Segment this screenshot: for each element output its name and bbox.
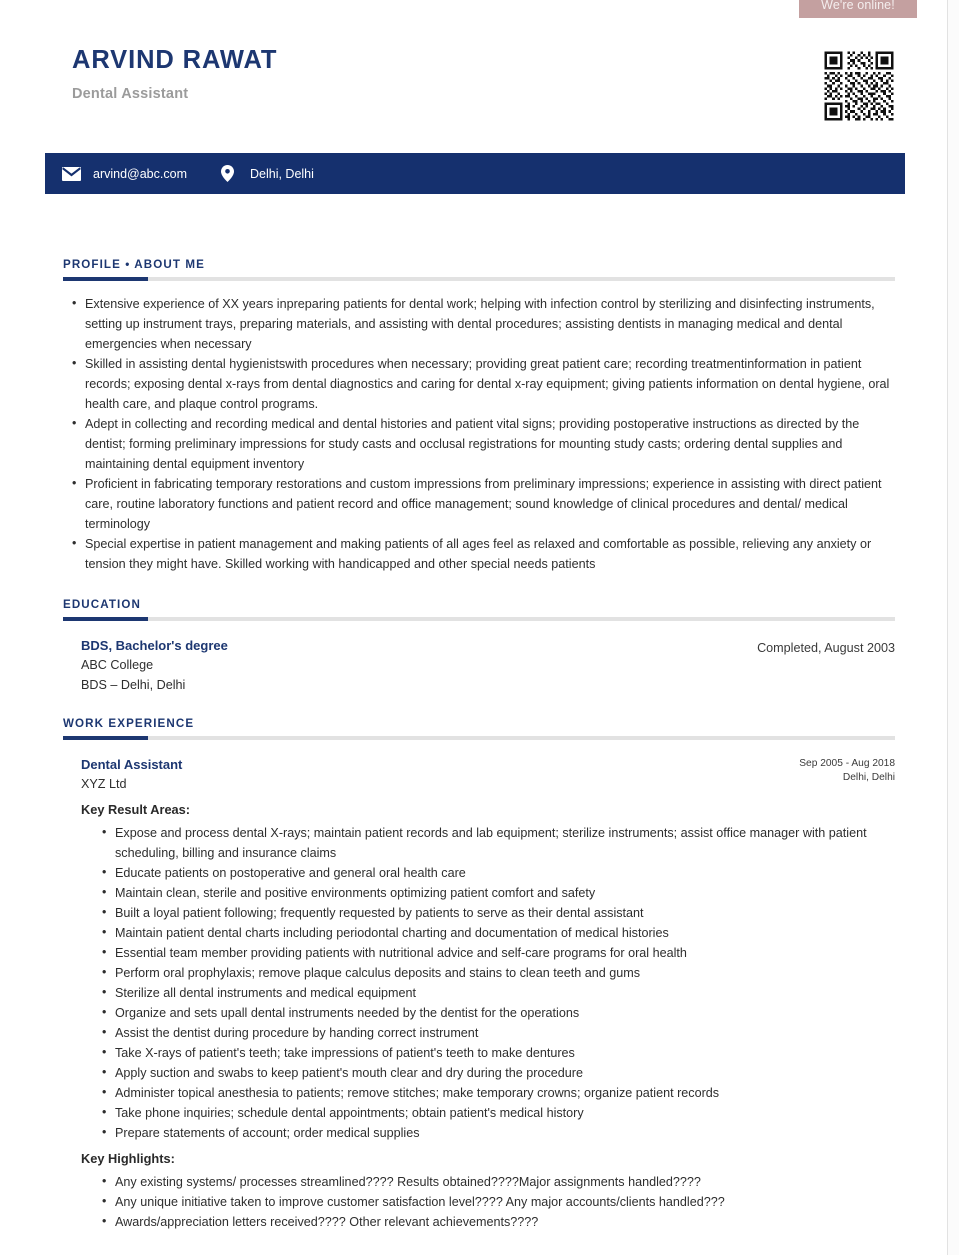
list-item: • Sterilize all dental instruments and medical equipment xyxy=(93,983,895,1003)
qr-code-icon xyxy=(822,49,896,123)
section-rule xyxy=(63,617,895,621)
list-item: • Educate patients on postoperative and general oral health care xyxy=(93,863,895,883)
education-entry xyxy=(63,637,895,695)
contact-bar xyxy=(45,153,905,194)
profile-bullet-list xyxy=(63,294,895,574)
section-title-work-experience: WORK EXPERIENCE xyxy=(63,717,195,730)
section-title-profile: PROFILE • ABOUT ME xyxy=(63,258,205,271)
education-entry-left xyxy=(81,637,757,695)
list-item: • Skilled in assisting dental hygienistswith procedures when necessary; providing great patient care; recording treatmentinformation in patient records; exposing dental x-rays from dental diagnostics and caring for dental x-ray equipment; giving patients information on dental hygiene, oral health care, and plaque control programs. xyxy=(63,354,895,414)
contact-email-text: arvind@abc.com xyxy=(93,166,187,181)
education-entry-right xyxy=(757,637,895,658)
list-item: • Take X-rays of patient's teeth; take impressions of patient's teeth to make dentures xyxy=(93,1043,895,1063)
section-rule xyxy=(63,736,895,740)
page-scrollbar[interactable] xyxy=(947,0,959,1255)
section-work-experience xyxy=(63,717,895,1232)
envelope-icon xyxy=(60,167,82,181)
education-status: Completed, August 2003 xyxy=(757,641,895,655)
candidate-name: ARVIND RAWAT xyxy=(72,46,278,74)
list-item: • Perform oral prophylaxis; remove plaque calculus deposits and stains to clean teeth and gums xyxy=(93,963,895,983)
key-highlights-label: Key Highlights: xyxy=(81,1151,175,1166)
work-entry-left xyxy=(81,756,799,794)
list-item: • Prepare statements of account; order medical supplies xyxy=(93,1123,895,1143)
list-item: • Any unique initiative taken to improve customer satisfaction level???? Any major accounts/clients handled??? xyxy=(93,1192,895,1212)
education-detail: BDS – Delhi, Delhi xyxy=(81,678,186,692)
resume-header xyxy=(0,0,906,102)
section-rule xyxy=(63,277,895,281)
education-degree: BDS, Bachelor's degree xyxy=(81,638,228,653)
list-item: • Extensive experience of XX years inpreparing patients for dental work; helping with infection control by sterilizing and disinfecting instruments, setting up instrument trays, preparing materials, and assisting with dental procedures; assisting dentists in managing medical and dental emergencies when necessary xyxy=(63,294,895,354)
list-item: • Administer topical anesthesia to patients; remove stitches; make temporary crowns; organize patient records xyxy=(93,1083,895,1103)
list-item: • Maintain clean, sterile and positive environments optimizing patient comfort and safety xyxy=(93,883,895,903)
list-item: • Any existing systems/ processes streamlined???? Results obtained????Major assignments handled???? xyxy=(93,1172,895,1192)
candidate-role: Dental Assistant xyxy=(72,86,189,103)
list-item: • Awards/appreciation letters received???? Other relevant achievements???? xyxy=(93,1212,895,1232)
work-position: Dental Assistant xyxy=(81,757,183,772)
list-item: • Special expertise in patient management and making patients of all ages feel as relaxed and comfortable as possible, relieving any anxiety or tension they might have. Skilled working with handicapped and other special needs patients xyxy=(63,534,895,574)
section-profile xyxy=(63,258,895,574)
section-title-education: EDUCATION xyxy=(63,598,141,611)
work-entry-right xyxy=(799,756,895,785)
location-pin-icon xyxy=(217,165,239,182)
list-item: • Essential team member providing patients with nutritional advice and self-care programs for oral health xyxy=(93,943,895,963)
contact-location xyxy=(217,165,314,182)
resume-body xyxy=(63,258,895,1232)
work-location: Delhi, Delhi xyxy=(842,772,895,783)
list-item: • Take phone inquiries; schedule dental appointments; obtain patient's medical history xyxy=(93,1103,895,1123)
list-item: • Expose and process dental X-rays; maintain patient records and lab equipment; sterilize instruments; assist office manager with patient scheduling, billing and insurance claims xyxy=(93,823,895,863)
work-dates: Sep 2005 - Aug 2018 xyxy=(799,758,895,769)
list-item: • Apply suction and swabs to keep patient's mouth clear and dry during the procedure xyxy=(93,1063,895,1083)
list-item: • Adept in collecting and recording medical and dental histories and patient vital signs; providing postoperative instructions as directed by the dentist; forming preliminary impressions for study casts and occlusal registrations for mounting study casts; ordering dental supplies and maintaining dental equipment inventory xyxy=(63,414,895,474)
list-item: • Proficient in fabricating temporary restorations and custom impressions from preliminary impressions; experience in assisting with direct patient care, routine laboratory functions and patient record and office management; sound knowledge of clinical procedures and dental/ medical terminology xyxy=(63,474,895,534)
section-education xyxy=(63,598,895,695)
list-item: • Built a loyal patient following; frequently requested by patients to serve as their dental assistant xyxy=(93,903,895,923)
list-item: • Assist the dentist during procedure by handing correct instrument xyxy=(93,1023,895,1043)
contact-email[interactable] xyxy=(60,167,187,181)
work-entry xyxy=(63,756,895,794)
list-item: • Organize and sets upall dental instruments needed by the dentist for the operations xyxy=(93,1003,895,1023)
contact-location-text: Delhi, Delhi xyxy=(249,166,314,181)
chat-widget-label: We're online! xyxy=(821,0,895,12)
list-item: • Maintain patient dental charts including periodontal charting and documentation of medical histories xyxy=(93,923,895,943)
work-company: XYZ Ltd xyxy=(81,777,127,791)
key-highlights-list xyxy=(63,1172,895,1232)
key-result-areas-list xyxy=(63,823,895,1143)
key-result-areas-label: Key Result Areas: xyxy=(81,802,191,817)
education-institution: ABC College xyxy=(81,658,154,672)
